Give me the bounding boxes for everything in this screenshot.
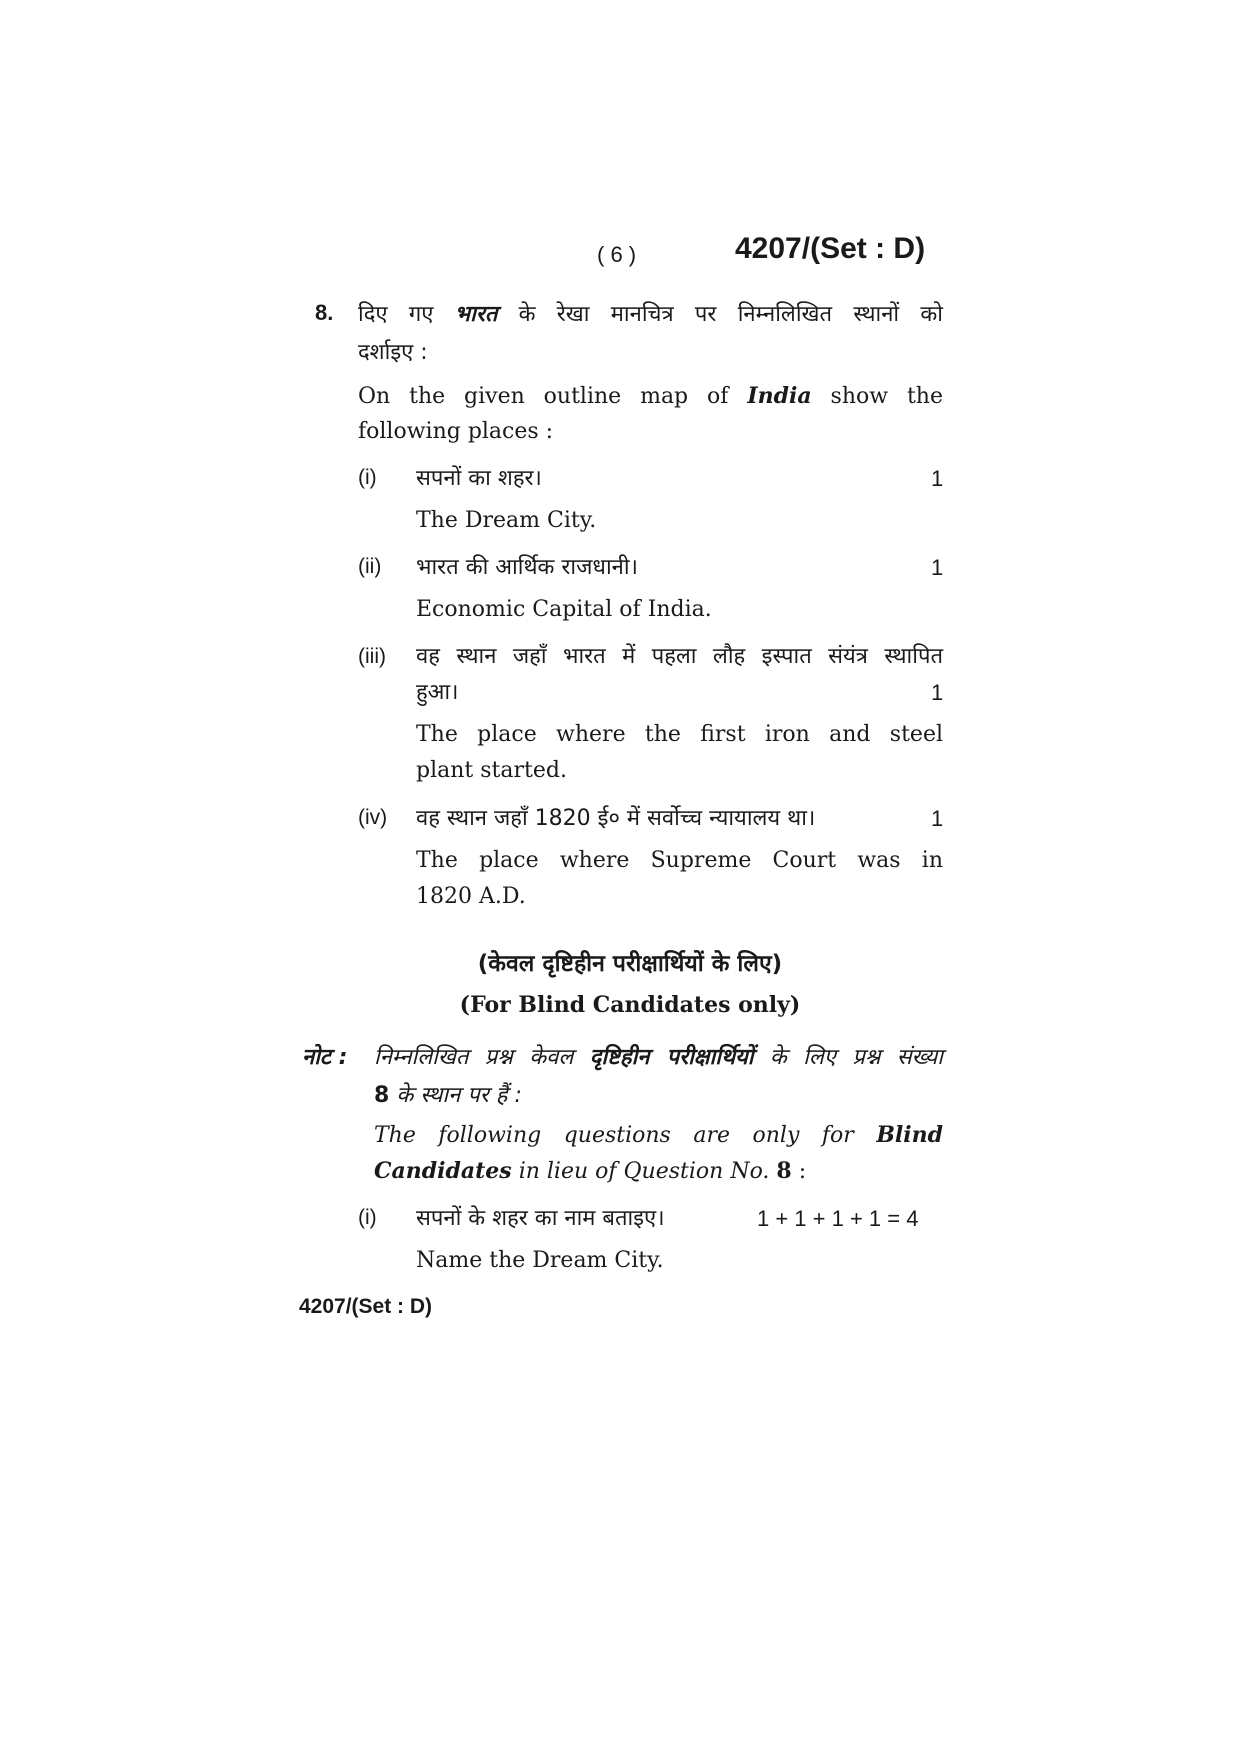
part-ii-hindi: भारत की आर्थिक राजधानी। xyxy=(416,555,638,580)
part-iii-hindi: वह स्थान जहाँ भारत में पहला लौह इस्पात संयंत्र स्थापित xyxy=(416,644,943,669)
part-iv-english: The place where Supreme Court was in xyxy=(416,848,943,873)
part-i-hindi: सपनों का शहर। xyxy=(416,466,542,491)
part-i-english: The Dream City. xyxy=(416,508,597,533)
part-iv-english-cont: 1820 A.D. xyxy=(416,884,526,909)
question-english-line1 xyxy=(358,383,943,409)
note-english-line2-text: in lieu of Question No. xyxy=(518,1159,770,1184)
blind-part-i-english: Name the Dream City. xyxy=(416,1248,664,1273)
note-hindi-line2-text: के स्थान पर हैं : xyxy=(396,1083,522,1108)
paper-code-footer: 4207/(Set : D) xyxy=(299,1295,433,1318)
note-hindi-text-b: के लिए प्रश्न संख्या xyxy=(769,1045,944,1070)
part-i-marks: 1 xyxy=(931,466,944,491)
question-english-line2: following places : xyxy=(358,419,554,444)
note-hindi-bold: दृष्टिहीन परीक्षार्थियों xyxy=(589,1045,754,1070)
blind-part-i-label: (i) xyxy=(358,1206,377,1229)
blind-part-i-hindi: सपनों के शहर का नाम बताइए। xyxy=(416,1206,665,1231)
note-label: नोट : xyxy=(302,1045,348,1070)
part-i-label: (i) xyxy=(358,466,377,489)
note-english-colon: : xyxy=(798,1159,807,1184)
part-iii-english: The place where the first iron and steel xyxy=(416,722,943,747)
part-ii-english: Economic Capital of India. xyxy=(416,597,712,622)
part-ii-label: (ii) xyxy=(358,555,382,578)
question-hindi-line2: दर्शाइए : xyxy=(358,340,428,365)
note-english-candidates: Candidates xyxy=(374,1158,512,1184)
question-hindi-india: भारत xyxy=(454,302,498,327)
question-hindi-line1 xyxy=(358,298,943,328)
part-iii-hindi-cont: हुआ। xyxy=(416,680,459,705)
part-iv-label: (iv) xyxy=(358,806,388,829)
blind-heading-hindi: (केवल दृष्टिहीन परीक्षार्थियों के लिए) xyxy=(477,951,783,977)
question-english-text-a: On the given outline map of xyxy=(358,384,729,409)
blind-part-i-marks: 1 + 1 + 1 + 1 = 4 xyxy=(757,1206,919,1231)
page-number: ( 6 ) xyxy=(597,242,637,267)
question-number: 8. xyxy=(315,300,334,325)
question-hindi-text-a: दिए गए xyxy=(358,302,434,327)
note-english-text-a: The following questions are only for xyxy=(374,1123,854,1148)
note-english-line2 xyxy=(374,1158,806,1184)
note-english-blind: Blind xyxy=(876,1122,943,1148)
part-iii-marks: 1 xyxy=(931,680,944,705)
note-hindi-line2 xyxy=(374,1079,522,1109)
note-hindi-qnum: 8 xyxy=(374,1083,390,1108)
part-iii-label: (iii) xyxy=(358,645,386,668)
note-hindi-text-a: निम्नलिखित प्रश्न केवल xyxy=(374,1045,574,1070)
note-hindi-line1 xyxy=(374,1041,943,1071)
question-english-text-b: show the xyxy=(830,384,943,409)
paper-code-header: 4207/(Set : D) xyxy=(735,232,926,265)
part-ii-marks: 1 xyxy=(931,555,944,580)
part-iv-marks: 1 xyxy=(931,806,944,831)
part-iii-english-cont: plant started. xyxy=(416,758,567,783)
blind-heading-english: (For Blind Candidates only) xyxy=(459,992,801,1018)
part-iv-hindi: वह स्थान जहाँ 1820 ई० में सर्वोच्च न्यायालय था। xyxy=(416,806,816,831)
note-english-line1 xyxy=(374,1122,943,1148)
note-english-qnum: 8 xyxy=(776,1158,792,1184)
question-english-india: India xyxy=(747,383,812,409)
question-hindi-text-b: के रेखा मानचित्र पर निम्नलिखित स्थानों को xyxy=(518,302,943,327)
